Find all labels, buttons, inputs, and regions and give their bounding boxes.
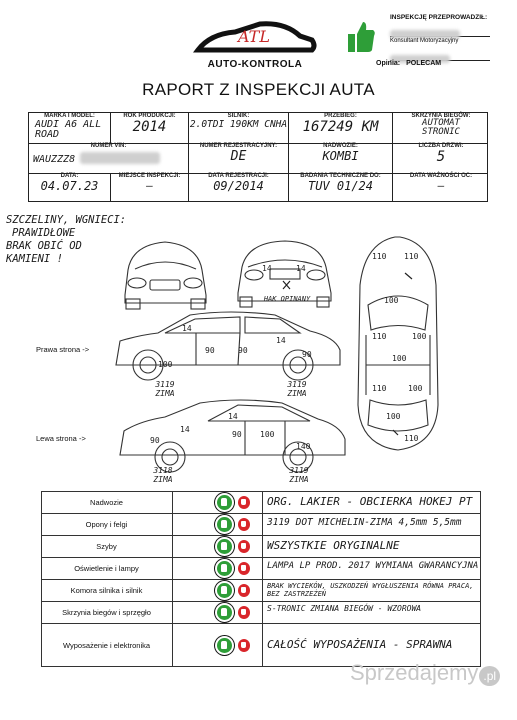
logo — [190, 16, 320, 70]
car-logo-icon — [190, 16, 320, 56]
engine-cell: SILNIK: 2.0TDI 190KM CNHA — [189, 113, 289, 143]
paint-reading: 100 — [408, 384, 423, 393]
thumbs-down-icon[interactable] — [238, 606, 250, 619]
info-table — [28, 112, 488, 202]
paint-reading: 100 — [386, 412, 401, 421]
paint-reading: 100 — [392, 354, 407, 363]
inspection-place-cell: MIEJSCE INSPEKCJI: — — [111, 173, 189, 201]
checklist-row-tires: Opony i felgi 3119 DOT MICHELIN-ZIMA 4,5mm 5,5mm — [41, 514, 481, 536]
paint-reading: 14 — [228, 412, 238, 421]
inspector-block — [346, 14, 506, 74]
opinion-label: Opinia: — [376, 60, 401, 67]
tire-note-left-front: 3118 ZIMA — [153, 466, 173, 484]
checklist-row-equipment: Wyposażenie i elektronika CAŁOŚĆ WYPOSAŻENIA - SPRAWNA — [41, 624, 481, 666]
paint-reading: 110 — [372, 252, 387, 261]
paint-reading: 14 — [276, 336, 286, 345]
thumbs-down-icon[interactable] — [238, 496, 250, 509]
date-value: 04.07.23 — [40, 179, 99, 193]
paint-reading: 14 — [180, 425, 190, 434]
checklist-row-windows: Szyby WSZYSTKIE ORYGINALNE — [41, 536, 481, 558]
gearbox-value: AUTOMAT STRONIC — [422, 118, 460, 137]
paint-reading: 100 — [158, 360, 173, 369]
paint-reading: 110 — [372, 332, 387, 341]
doors-value: 5 — [436, 149, 446, 165]
checklist-note: S-TRONIC ZMIANA BIEGÓW - WZOROWA — [267, 604, 422, 613]
technical-inspection-value: TUV 01/24 — [307, 179, 374, 193]
technical-inspection-cell: BADANIA TECHNICZNE DO: TUV 01/24 — [289, 173, 393, 201]
watermark: Sprzedajemy .pl — [350, 660, 500, 686]
logo-text: AUTO-KONTROLA — [207, 59, 303, 70]
checklist-row-lights: Oświetlenie i lampy LAMPA LP PROD. 2017 WYMIANA GWARANCYJNA — [41, 558, 481, 580]
right-side-label: Prawa strona -> — [36, 345, 90, 354]
body-gaps-note: SZCZELINY, WGNIECI: PRAWIDŁOWE BRAK OBIĆ OD KAMIENI ! — [6, 214, 127, 265]
year-cell: ROK PRODUKCJI: 2014 — [111, 113, 189, 143]
checklist-note: ORG. LAKIER - OBCIERKA HOKEJ PT — [267, 495, 473, 508]
thumbs-up-icon[interactable] — [217, 495, 232, 510]
body-cell: NADWOZIE: KOMBI — [289, 143, 393, 173]
inspector-label: INSPEKCJĘ PRZEPROWADZIŁ: — [390, 14, 488, 21]
paint-reading: 140 — [296, 442, 311, 451]
rear-cross-mark — [283, 281, 290, 289]
page-title: RAPORT Z INSPEKCJI AUTA — [142, 80, 375, 99]
insurance-value: — — [437, 179, 445, 192]
make-model-value: AUDI A6 ALL ROAD — [35, 119, 102, 140]
car-diagram — [0, 225, 517, 490]
paint-reading: 100 — [384, 296, 399, 305]
doors-cell: LICZBA DRZWI: 5 — [393, 143, 489, 173]
checklist-row-gearbox: Skrzynia biegów i sprzęgło S-TRONIC ZMIANA BIEGÓW - WZOROWA — [41, 602, 481, 624]
thumbs-up-icon[interactable] — [217, 561, 232, 576]
thumbs-down-icon[interactable] — [238, 518, 250, 531]
thumbs-up-icon[interactable] — [217, 539, 232, 554]
car-front-view — [125, 242, 206, 309]
year-value: 2014 — [132, 119, 167, 135]
checklist-note: 3119 DOT MICHELIN-ZIMA 4,5mm 5,5mm — [267, 517, 462, 528]
thumbs-down-icon[interactable] — [238, 540, 250, 553]
paint-reading: 100 — [260, 430, 275, 439]
checklist-row-engine: Komora silnika i silnik BRAK WYCIEKÓW, USZKODZEŃ WYGŁUSZENIA RÓWNA PRACA, BEZ ZASTRZEŻEŃ — [41, 580, 481, 602]
paint-reading: 90 — [302, 350, 312, 359]
vin-cell: NUMER VIN: WAUZZZ8 — [29, 143, 189, 173]
paint-reading: 100 — [412, 332, 427, 341]
mileage-value: 167249 KM — [302, 119, 379, 135]
registration-value: DE — [230, 149, 247, 164]
date-cell: DATA: 04.07.23 — [29, 173, 111, 201]
body-value: KOMBI — [322, 149, 359, 163]
mileage-cell: PRZEBIEG: 167249 KM — [289, 113, 393, 143]
registration-cell: NUMER REJESTRACYJNY: DE — [189, 143, 289, 173]
vin-redacted — [80, 152, 160, 164]
paint-reading: 90 — [150, 436, 160, 445]
thumbs-up-icon — [346, 20, 376, 56]
tire-note-left-rear: 3119 ZIMA — [289, 466, 309, 484]
registration-date-value: 09/2014 — [213, 179, 264, 193]
thumbs-up-icon[interactable] — [217, 517, 232, 532]
svg-text:ATL: ATL — [238, 27, 270, 46]
thumbs-up-icon[interactable] — [217, 605, 232, 620]
paint-reading: 90 — [205, 346, 215, 355]
paint-reading: 14 — [296, 264, 306, 273]
paint-reading: 14 — [262, 264, 272, 273]
checklist-note: LAMPA LP PROD. 2017 WYMIANA GWARANCYJNA — [267, 561, 479, 571]
insurance-cell: DATA WAŻNOŚCI OC: — — [393, 173, 489, 201]
paint-reading: 90 — [232, 430, 242, 439]
make-model-cell: MARKA I MODEL: AUDI A6 ALL ROAD — [29, 113, 111, 143]
thumbs-down-icon[interactable] — [238, 584, 250, 597]
tire-note-right-rear: 3119 ZIMA — [287, 380, 307, 398]
inspection-place-value: — — [146, 179, 153, 192]
inspector-role: Konsultant Motoryzacyjny — [390, 38, 459, 44]
rear-note: HAK OPINANY — [263, 295, 311, 303]
paint-reading: 110 — [404, 252, 419, 261]
opinion-value: POLECAM — [406, 60, 442, 67]
registration-date-cell: DATA REJESTRACJI: 09/2014 — [189, 173, 289, 201]
paint-reading: 90 — [238, 346, 248, 355]
thumbs-down-icon[interactable] — [238, 562, 250, 575]
engine-value: 2.0TDI 190KM CNHA — [189, 119, 288, 130]
tire-note-right-front: 3119 ZIMA — [155, 380, 175, 398]
car-right-side-view — [116, 312, 340, 380]
paint-reading: 110 — [372, 384, 387, 393]
thumbs-down-icon[interactable] — [238, 639, 250, 652]
vin-value: WAUZZZ8 — [33, 154, 76, 165]
left-side-label: Lewa strona -> — [36, 434, 86, 443]
paint-reading: 14 — [182, 324, 192, 333]
thumbs-up-icon[interactable] — [217, 638, 232, 653]
thumbs-up-icon[interactable] — [217, 583, 232, 598]
checklist-row-body: Nadwozie ORG. LAKIER - OBCIERKA HOKEJ PT — [41, 492, 481, 514]
paint-reading: 110 — [404, 434, 419, 443]
checklist-note: BRAK WYCIEKÓW, USZKODZEŃ WYGŁUSZENIA RÓWNA PRACA, BEZ ZASTRZEŻEŃ — [267, 582, 474, 598]
gearbox-cell: SKRZYNIA BIEGÓW: AUTOMAT STRONIC — [393, 113, 489, 143]
checklist-note: CAŁOŚĆ WYPOSAŻENIA - SPRAWNA — [267, 638, 453, 651]
checklist-note: WSZYSTKIE ORYGINALNE — [267, 539, 400, 552]
